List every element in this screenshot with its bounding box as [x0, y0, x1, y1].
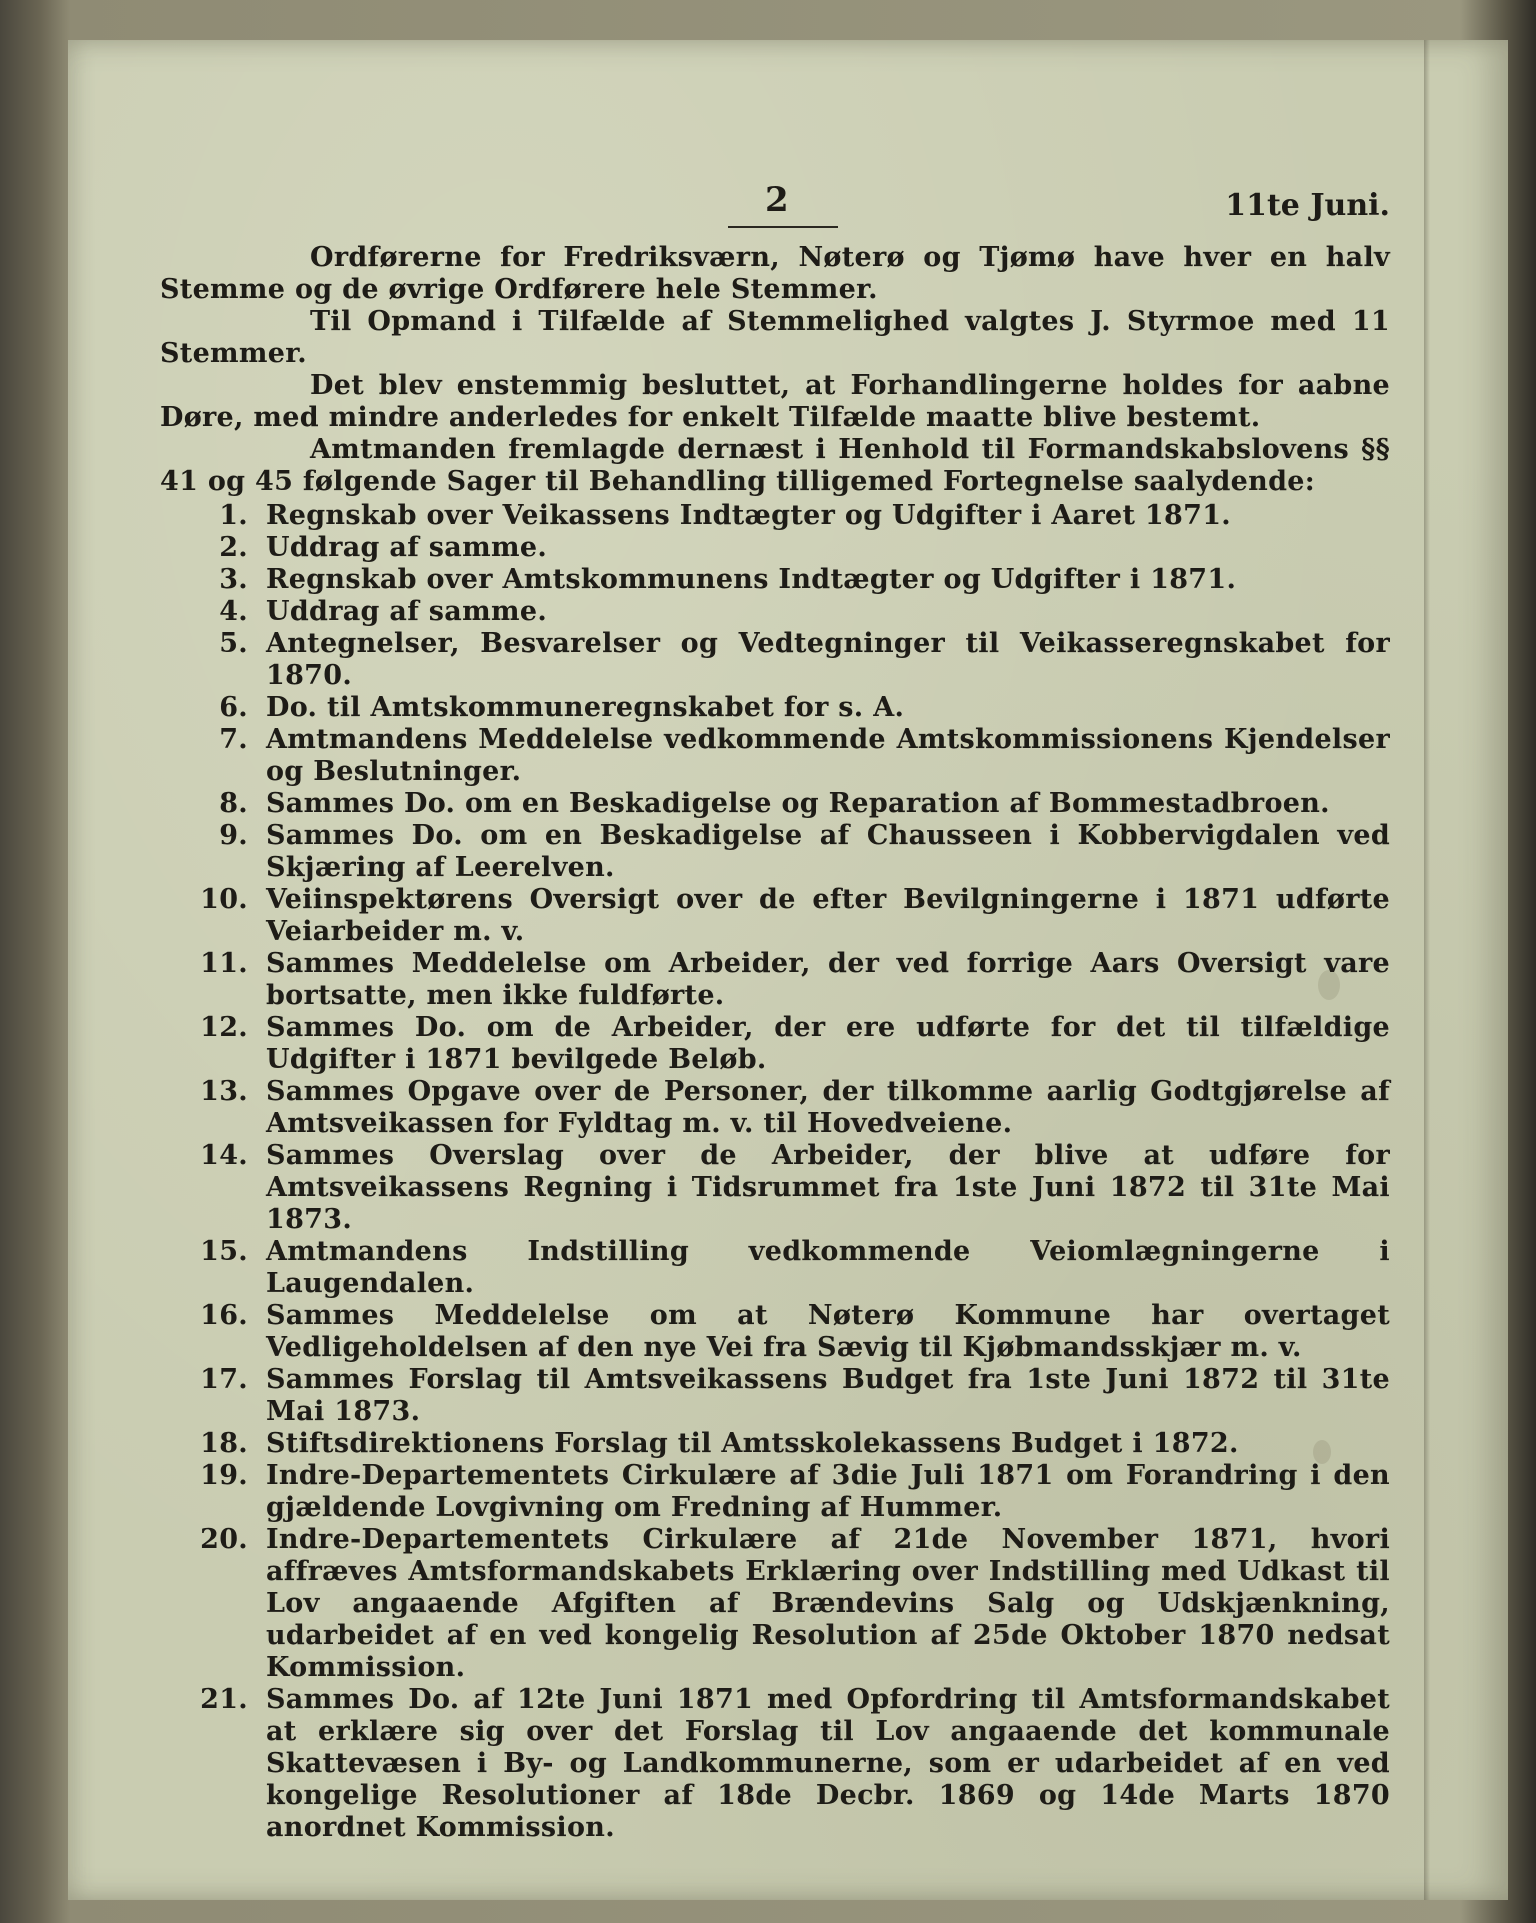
header-rule: [728, 226, 838, 228]
item-number: 9.: [219, 820, 248, 851]
item-text: Sammes Do. om en Beskadigelse af Chausseen i Kobbervigdalen ved Skjæring af Leerelven.: [266, 820, 1390, 883]
item-number: 5.: [219, 628, 248, 659]
item-number: 6.: [219, 692, 248, 723]
agenda-item: [160, 628, 1390, 692]
page-number: 2: [765, 180, 789, 220]
paragraph: Det blev enstemmig besluttet, at Forhandlingerne holdes for aabne Døre, med mindre anderledes for enkelt Tilfælde maatte blive bestemt.: [160, 370, 1390, 433]
agenda-item: [160, 564, 1390, 596]
item-number: 15.: [200, 1236, 248, 1267]
agenda-item: [160, 788, 1390, 820]
agenda-list: [160, 500, 1390, 1844]
item-text: Uddrag af samme.: [266, 596, 548, 627]
item-number: 13.: [200, 1076, 248, 1107]
item-text: Sammes Meddelelse om at Nøterø Kommune har overtaget Vedligeholdelsen af den nye Vei fra Sævig til Kjøbmandsskjær m. v.: [266, 1300, 1390, 1363]
item-number: 12.: [200, 1012, 248, 1043]
agenda-item: [160, 948, 1390, 1012]
agenda-item: [160, 1460, 1390, 1524]
agenda-item: [160, 724, 1390, 788]
item-text: Amtmandens Indstilling vedkommende Veiomlægningerne i Laugendalen.: [266, 1236, 1390, 1299]
item-number: 4.: [219, 596, 248, 627]
agenda-item: [160, 1364, 1390, 1428]
agenda-item: [160, 596, 1390, 628]
agenda-item: [160, 1140, 1390, 1236]
agenda-item: [160, 820, 1390, 884]
agenda-item: [160, 1300, 1390, 1364]
item-number: 18.: [200, 1428, 248, 1459]
paragraph: Amtmanden fremlagde dernæst i Henhold til Formandskabslovens §§ 41 og 45 følgende Sager til Behandling tilligemed Fortegnelse saalydende:: [160, 434, 1390, 497]
item-text: Antegnelser, Besvarelser og Vedtegninger til Veikasseregnskabet for 1870.: [266, 628, 1390, 691]
agenda-item: [160, 532, 1390, 564]
page-date: 11te Juni.: [1225, 188, 1390, 223]
item-number: 10.: [200, 884, 248, 915]
paragraph: Til Opmand i Tilfælde af Stemmelighed valgtes J. Styrmoe med 11 Stemmer.: [160, 306, 1390, 369]
item-number: 7.: [219, 724, 248, 755]
agenda-item: [160, 1524, 1390, 1684]
item-text: Sammes Do. om de Arbeider, der ere udførte for det til tilfældige Udgifter i 1871 bevilgede Beløb.: [266, 1012, 1390, 1075]
page-content: [160, 180, 1390, 1844]
agenda-item: [160, 1236, 1390, 1300]
agenda-item: [160, 1684, 1390, 1844]
item-text: Veiinspektørens Oversigt over de efter Bevilgningerne i 1871 udførte Veiarbeider m. v.: [266, 884, 1390, 947]
item-number: 20.: [200, 1524, 248, 1555]
item-text: Sammes Meddelelse om Arbeider, der ved forrige Aars Oversigt vare bortsatte, men ikke fuldførte.: [266, 948, 1390, 1011]
item-number: 1.: [219, 500, 248, 531]
page-header: [160, 180, 1390, 234]
item-text: Regnskab over Amtskommunens Indtægter og Udgifter i 1871.: [266, 564, 1237, 595]
page-fold: [1424, 40, 1430, 1900]
agenda-item: [160, 692, 1390, 724]
item-text: Amtmandens Meddelelse vedkommende Amtskommissionens Kjendelser og Beslutninger.: [266, 724, 1390, 787]
paragraph: Ordførerne for Fredriksværn, Nøterø og Tjømø have hver en halv Stemme og de øvrige Ordførere hele Stemmer.: [160, 242, 1390, 305]
item-text: Indre-Departementets Cirkulære af 21de November 1871, hvori affræves Amtsformandskabets Erklæring over Indstilling med Udkast til Lov angaaende Afgiften af Brændevins Salg og Udskjænkning, udarbeidet af en ved kongelig Resolution af 25de Oktober 1870 nedsat Kommission.: [266, 1524, 1390, 1683]
item-number: 17.: [200, 1364, 248, 1395]
item-number: 21.: [200, 1684, 248, 1715]
item-text: Stiftsdirektionens Forslag til Amtsskolekassens Budget i 1872.: [266, 1428, 1239, 1459]
agenda-item: [160, 1076, 1390, 1140]
agenda-item: [160, 884, 1390, 948]
item-text: Indre-Departementets Cirkulære af 3die Juli 1871 om Forandring i den gjældende Lovgivning om Fredning af Hummer.: [266, 1460, 1390, 1523]
item-text: Sammes Forslag til Amtsveikassens Budget fra 1ste Juni 1872 til 31te Mai 1873.: [266, 1364, 1390, 1427]
agenda-item: [160, 1012, 1390, 1076]
item-number: 11.: [200, 948, 248, 979]
item-text: Regnskab over Veikassens Indtægter og Udgifter i Aaret 1871.: [266, 500, 1231, 531]
item-text: Sammes Do. af 12te Juni 1871 med Opfordring til Amtsformandskabet at erklære sig over det Forslag til Lov angaaende det kommunale Skattevæsen i By- og Landkommunerne, som er udarbeidet af en ved kongelige Resolutioner af 18de Decbr. 1869 og 14de Marts 1870 anordnet Kommission.: [266, 1684, 1390, 1843]
agenda-item: [160, 1428, 1390, 1460]
item-number: 16.: [200, 1300, 248, 1331]
item-number: 8.: [219, 788, 248, 819]
item-number: 19.: [200, 1460, 248, 1491]
item-text: Sammes Do. om en Beskadigelse og Reparation af Bommestadbroen.: [266, 788, 1330, 819]
item-text: Sammes Opgave over de Personer, der tilkomme aarlig Godtgjørelse af Amtsveikassen for Fyldtag m. v. til Hovedveiene.: [266, 1076, 1390, 1139]
item-text: Sammes Overslag over de Arbeider, der blive at udføre for Amtsveikassens Regning i Tidsrummet fra 1ste Juni 1872 til 31te Mai 1873.: [266, 1140, 1390, 1235]
item-text: Uddrag af samme.: [266, 532, 548, 563]
agenda-item: [160, 500, 1390, 532]
item-number: 3.: [219, 564, 248, 595]
item-number: 14.: [200, 1140, 248, 1171]
item-text: Do. til Amtskommuneregnskabet for s. A.: [266, 692, 905, 723]
item-number: 2.: [219, 532, 248, 563]
